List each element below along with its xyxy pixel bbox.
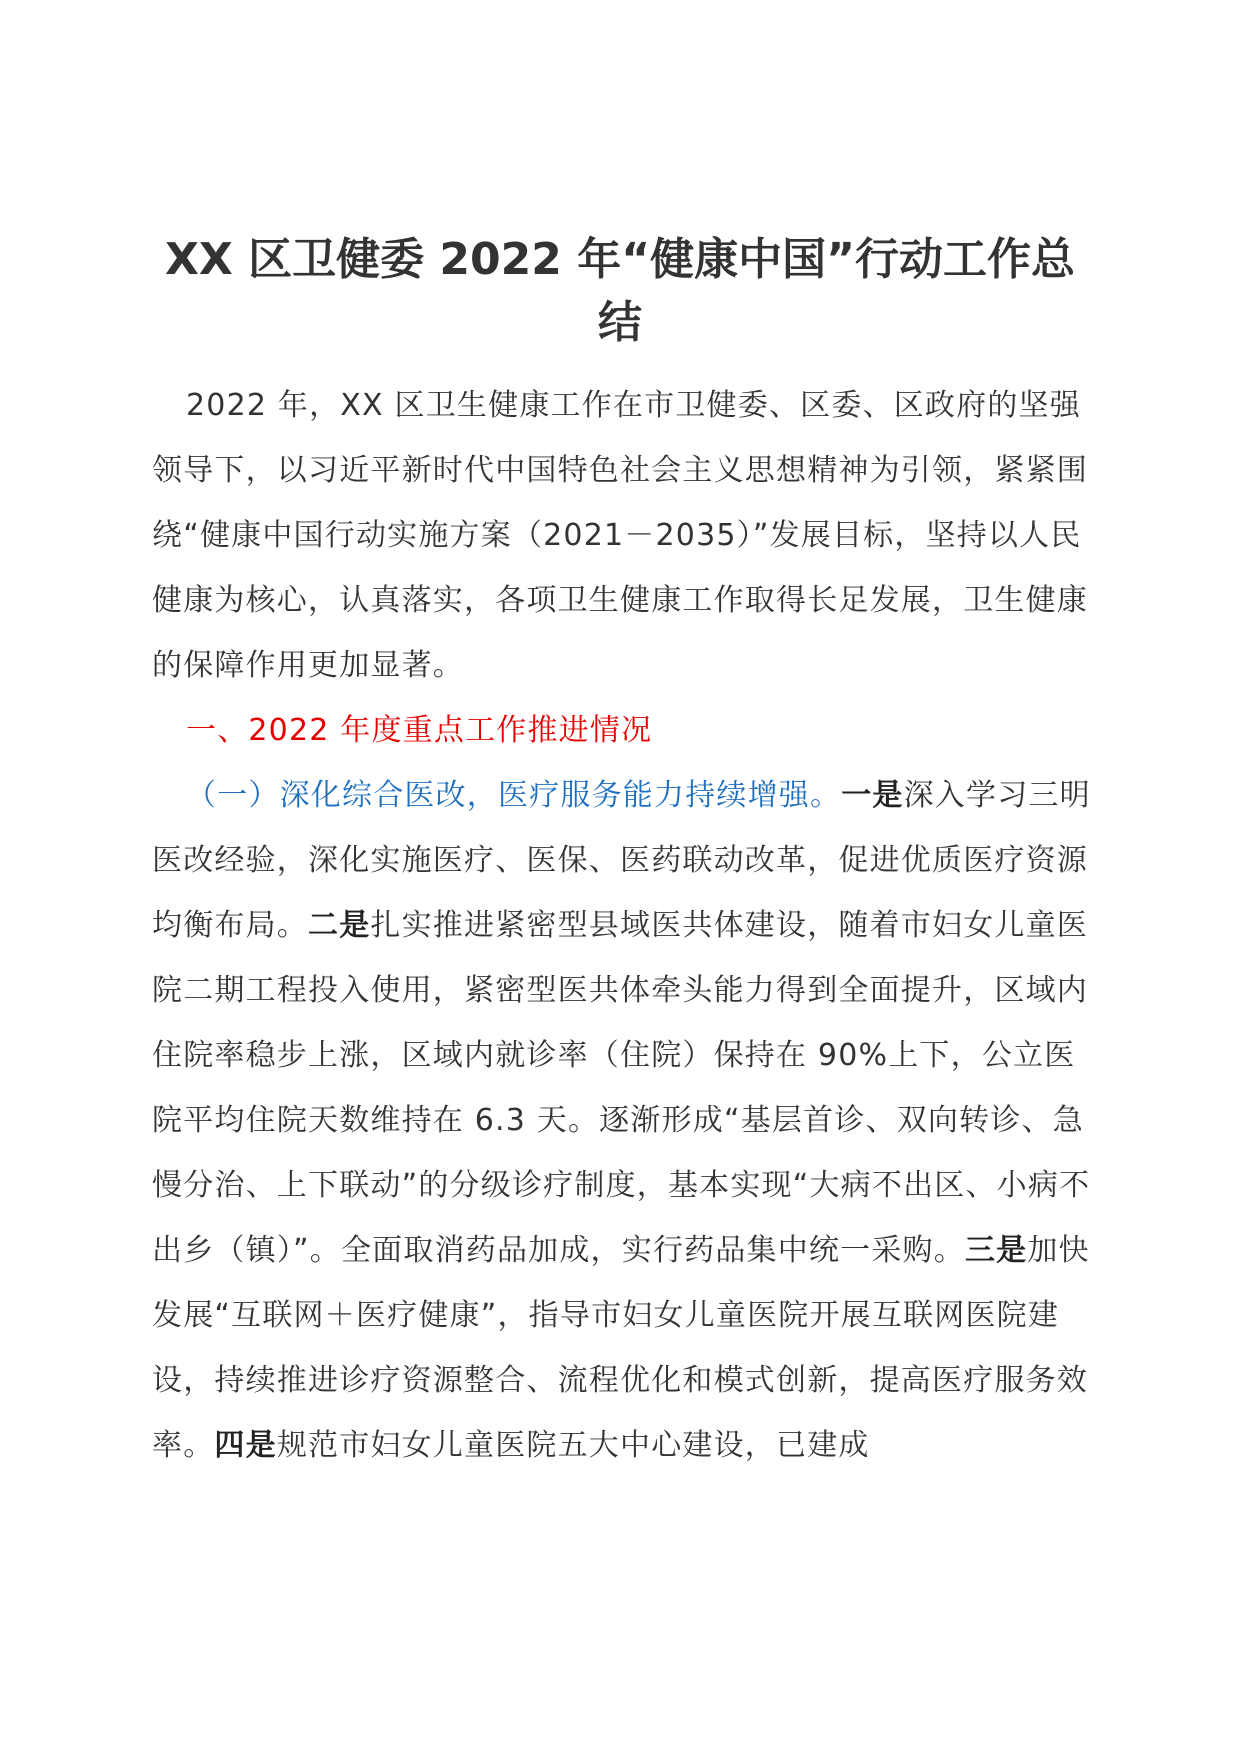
subsection-heading: （一）深化综合医改，医疗服务能力持续增强。	[186, 778, 842, 813]
section-heading: 一、2022 年度重点工作推进情况	[186, 713, 653, 748]
subsection-paragraph	[152, 763, 1092, 1478]
point-2-text: 扎实推进紧密型县域医共体建设，随着市妇女儿童医院二期工程投入使用，紧密型医共体牵头能力得到全面提升，区域内住院率稳步上涨，区域内就诊率（住院）保持在 90%上下，公立医院平均住院天数维持在 6.3 天。逐渐形成“基层首诊、双向转诊、急慢分治、上下联动”的分级诊疗制度，基本实现“大病不出区、小病不出乡（镇）”。全面取消药品加成，实行药品集中统一采购。	[152, 908, 1091, 1268]
point-4-lead: 四是	[214, 1428, 277, 1463]
point-2-lead: 二是	[308, 908, 371, 943]
point-1-lead: 一是	[841, 778, 904, 813]
intro-paragraph: 2022 年，XX 区卫生健康工作在市卫健委、区委、区政府的坚强领导下，以习近平新时代中国特色社会主义思想精神为引领，紧紧围绕“健康中国行动实施方案（2021－2035）”发展目标，坚持以人民健康为核心，认真落实，各项卫生健康工作取得长足发展，卫生健康的保障作用更加显著。	[152, 388, 1088, 683]
point-4-text: 规范市妇女儿童医院五大中心建设，已建成	[276, 1428, 870, 1463]
document-title: XX 区卫健委 2022 年“健康中国”行动工作总结	[164, 234, 1076, 348]
point-3-text: 加快发展“互联网＋医疗健康”，指导市妇女儿童医院开展互联网医院建设，持续推进诊疗资源整合、流程优化和模式创新，提高医疗服务效率。	[152, 1233, 1090, 1463]
point-3-lead: 三是	[964, 1233, 1028, 1268]
point-1-text: 深入学习三明医改经验，深化实施医疗、医保、医药联动改革，促进优质医疗资源均衡布局。	[152, 778, 1091, 943]
